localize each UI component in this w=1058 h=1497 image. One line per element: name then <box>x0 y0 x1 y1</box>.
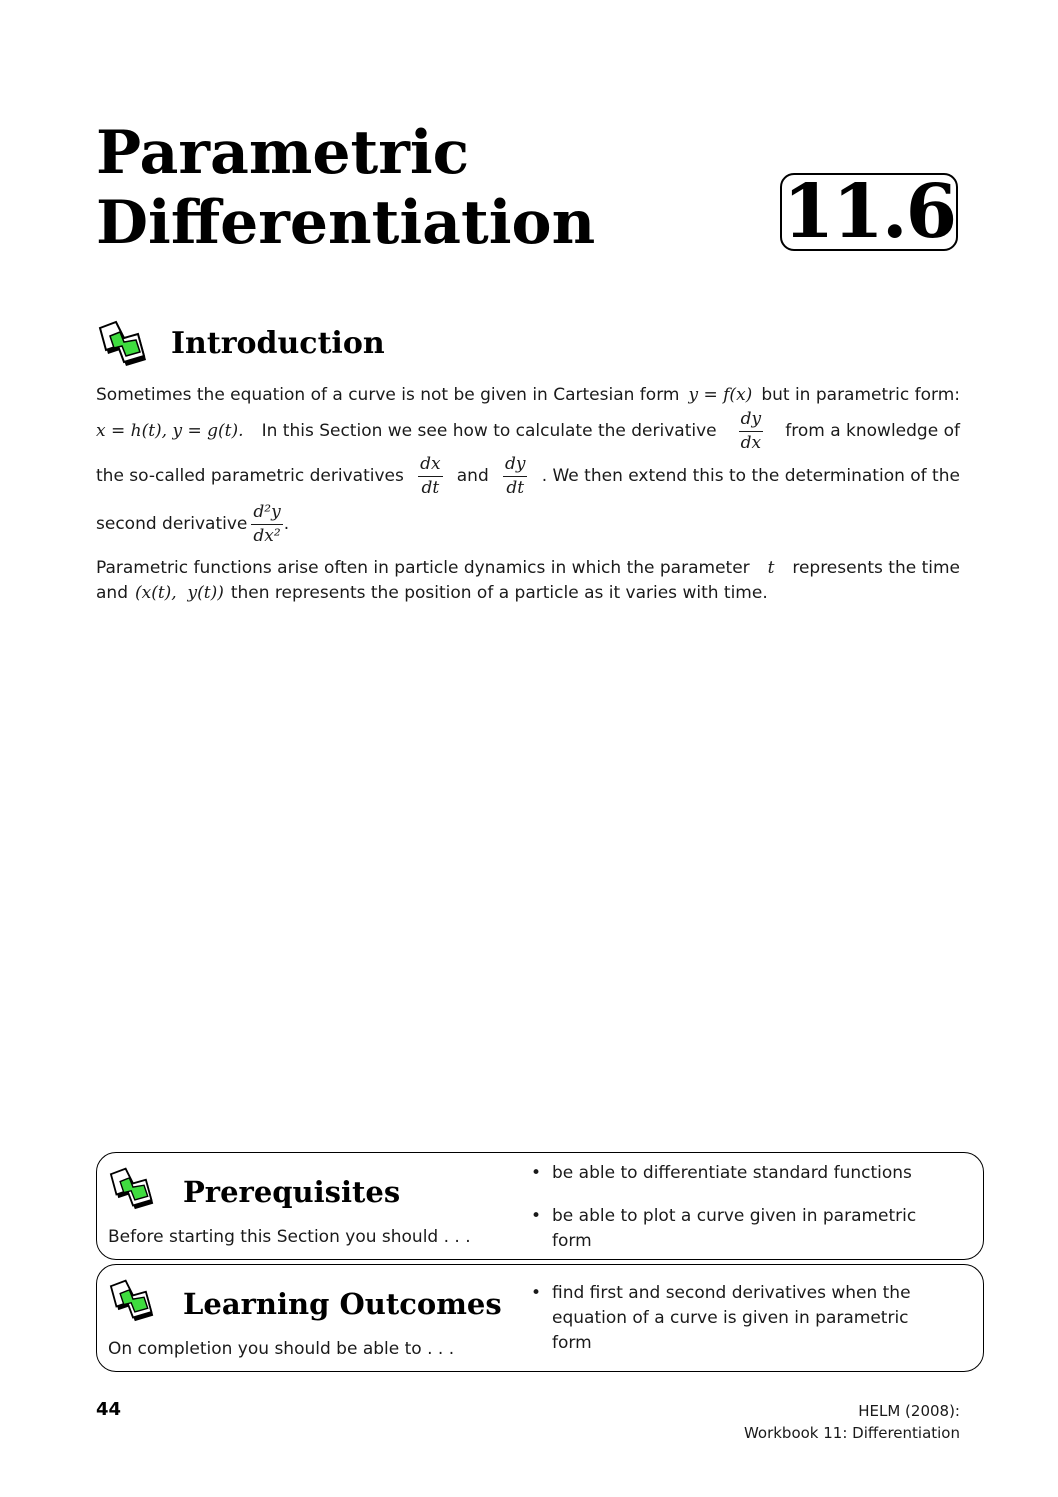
list-item: • be able to plot a curve given in parametric form <box>531 1204 921 1254</box>
page-title <box>96 118 595 258</box>
page-number: 44 <box>96 1399 122 1420</box>
intro-line-3: the so-called parametric derivatives $\frac{dx}{dt}$ and $\frac{dy}{dt}$ . We then extend this to the determination of the <box>96 453 960 498</box>
learning-outcomes-heading: Learning Outcomes <box>183 1287 502 1321</box>
prerequisites-box <box>96 1152 984 1260</box>
introduction-heading: Introduction <box>171 326 385 361</box>
fraction-dx-dt: $\frac{dx}{dt}$ <box>420 453 441 498</box>
footer-helm: HELM (2008): <box>858 1402 960 1420</box>
intro-line-1: Sometimes the equation of a curve is not be given in Cartesian form y = f(x) but in parametric form: <box>96 385 960 405</box>
title-line-1: Parametric <box>96 118 470 188</box>
intro-line-4: second derivative $\frac{\text{d²y}}{\text{dx²}}$ . <box>96 501 290 546</box>
list-item: • be able to differentiate standard functions <box>531 1161 921 1186</box>
learning-outcomes-list <box>531 1281 921 1374</box>
footer-workbook: Workbook 11: Differentiation <box>743 1424 960 1442</box>
prerequisites-intro: Before starting this Section you should . . . <box>108 1227 471 1247</box>
prerequisites-heading: Prerequisites <box>183 1175 401 1209</box>
fraction-d2y-dx2: $\frac{\text{d²y}}{\text{dx²}}$ <box>253 501 281 546</box>
footer-source <box>744 1400 960 1444</box>
intro-p2-line-1: Parametric functions arise often in particle dynamics in which the parameter t represents the time <box>96 558 960 578</box>
green-arrow-icon <box>107 1165 159 1211</box>
fraction-dy-dx: $\frac{dy}{dx}$ <box>740 408 762 453</box>
prerequisites-list <box>531 1161 921 1272</box>
green-arrow-icon <box>107 1277 159 1323</box>
section-number-badge: 11.6 <box>780 173 958 251</box>
learning-outcomes-box <box>96 1264 984 1372</box>
intro-p2-line-2: and (x(t), y(t)) then represents the position of a particle as it varies with time. <box>96 583 768 603</box>
title-line-2: Differentiation <box>96 188 596 258</box>
learning-outcomes-intro: On completion you should be able to . . . <box>108 1339 455 1359</box>
green-arrow-icon <box>96 318 152 368</box>
fraction-dy-dt: $\frac{dy}{dt}$ <box>504 453 526 498</box>
intro-line-2: x = h(t), y = g(t). In this Section we see how to calculate the derivative $\frac{dy}{dx}$ from a knowledge of <box>96 408 960 453</box>
list-item: • find first and second derivatives when the equation of a curve is given in parametric form <box>531 1281 921 1356</box>
